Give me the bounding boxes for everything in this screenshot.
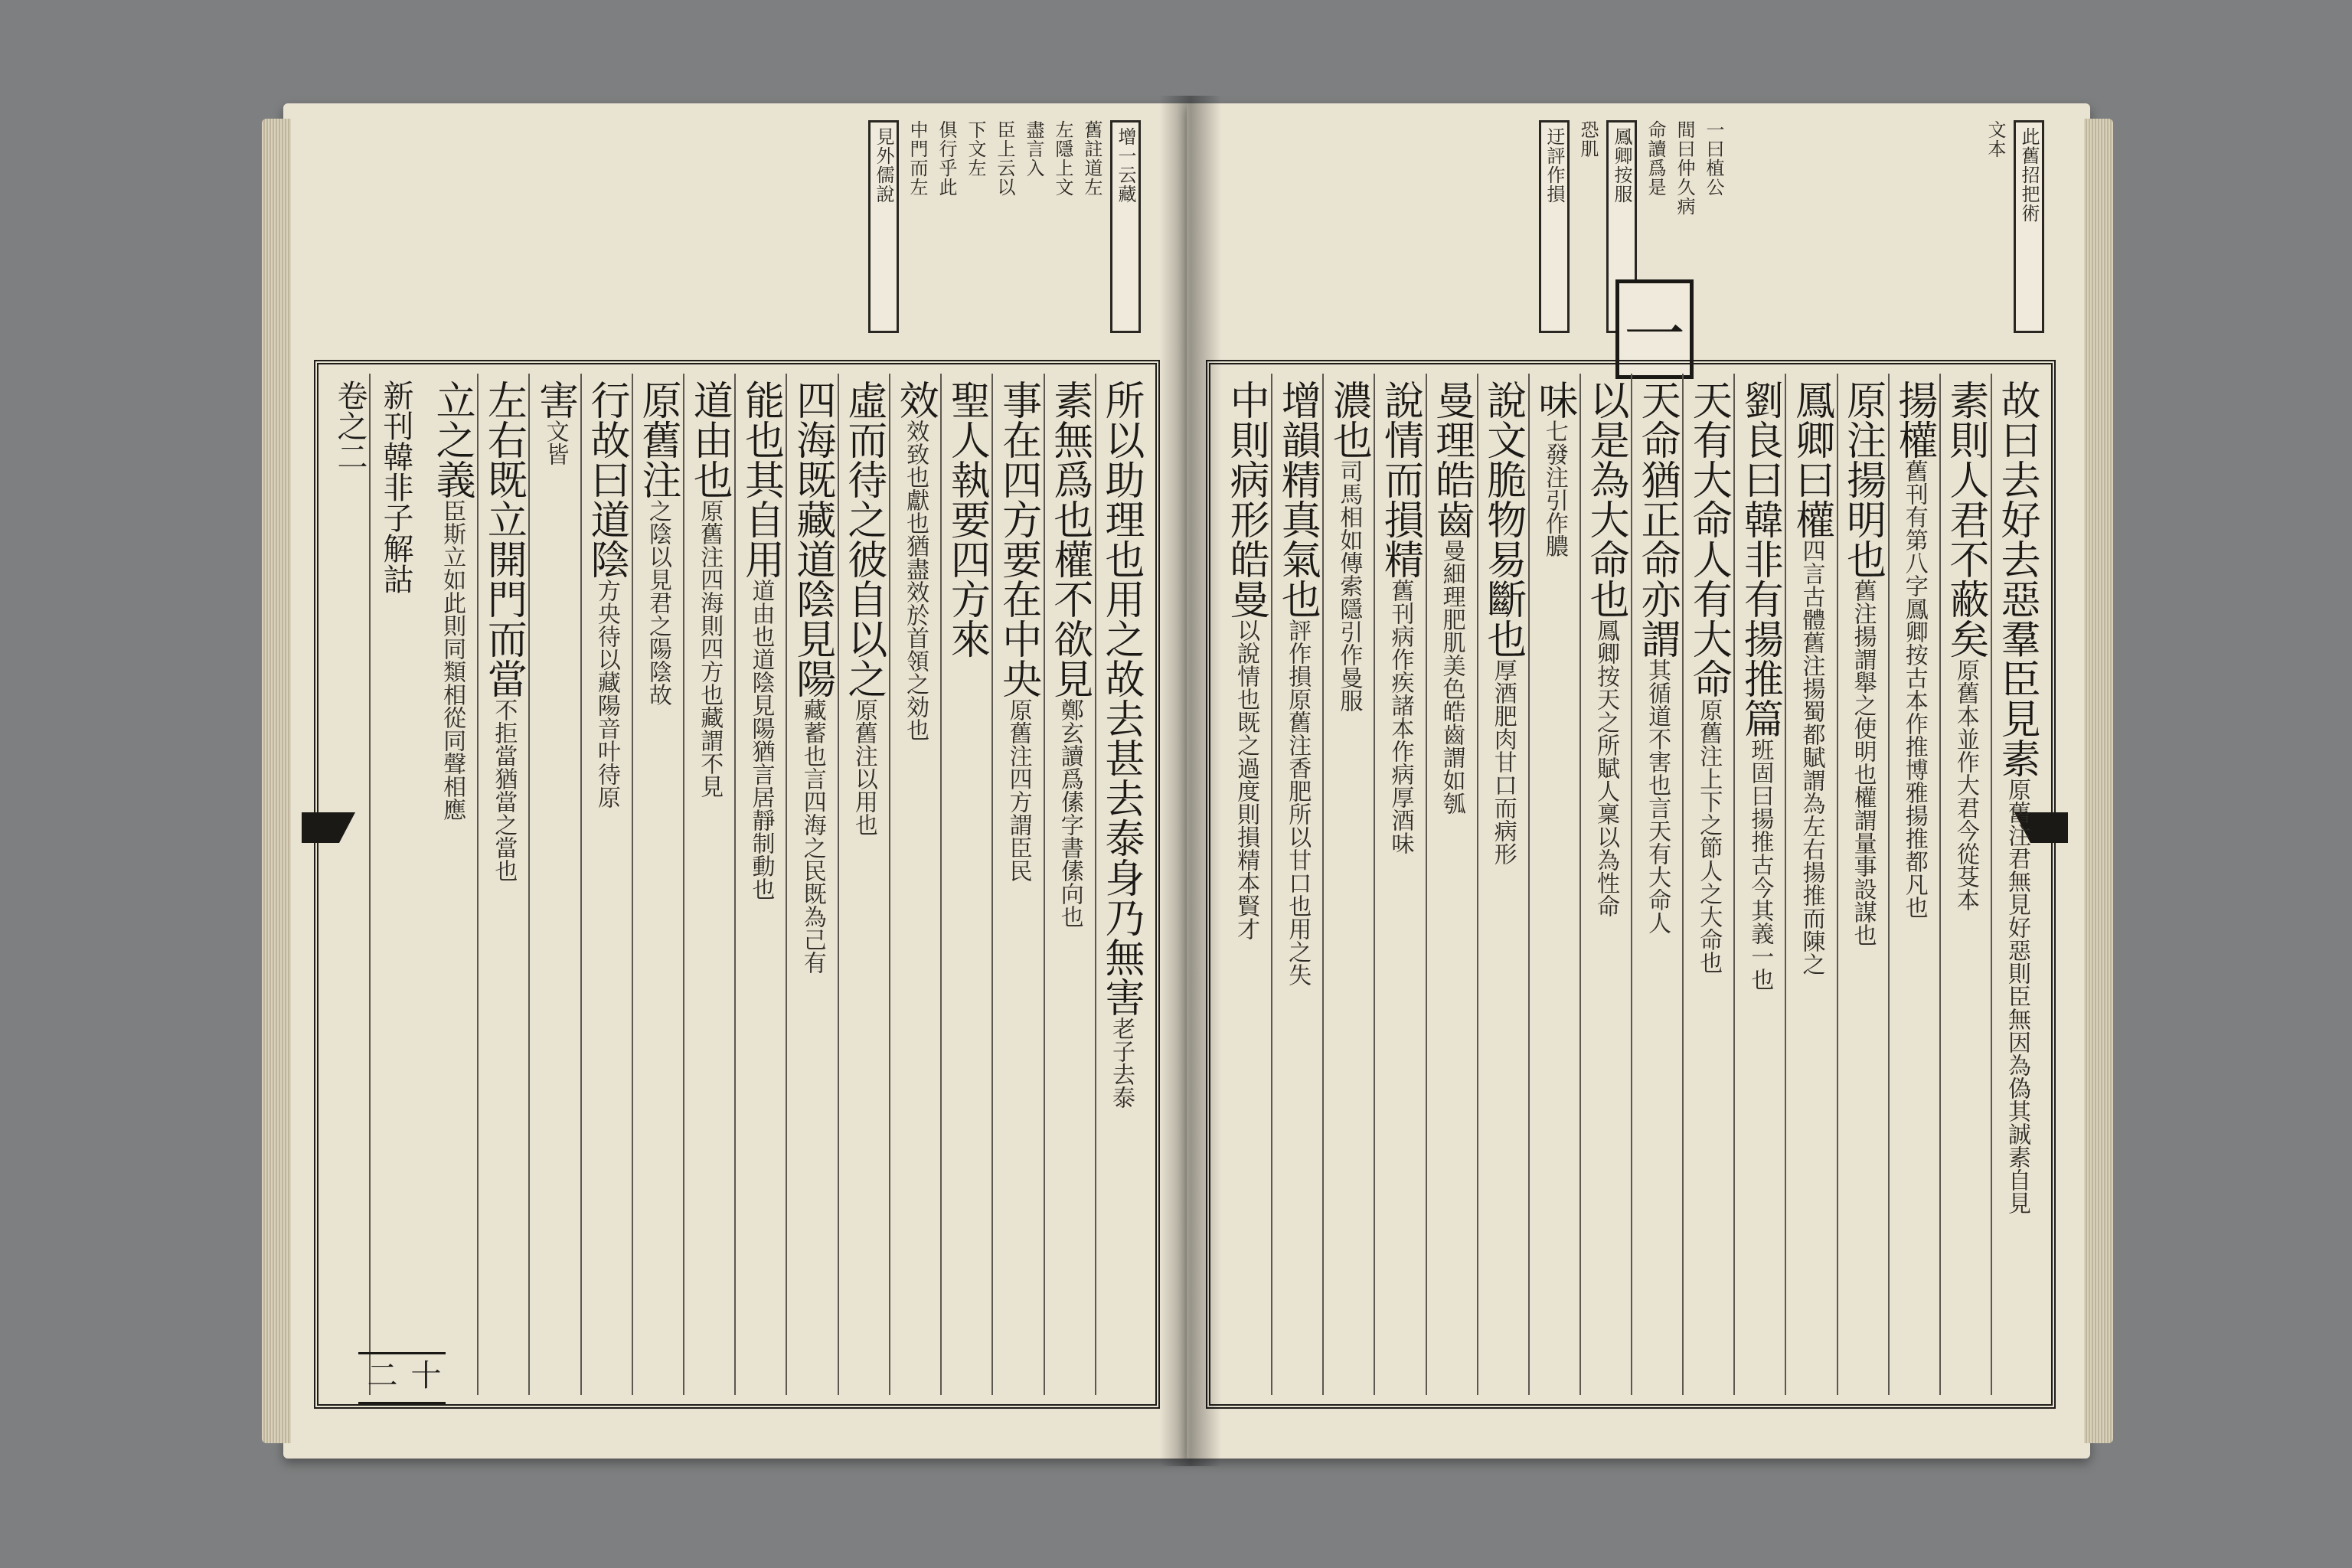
text-column: 濃也司馬相如傳索隱引作曼服	[1322, 374, 1374, 1395]
text-column: 曼理皓齒曼細理肥肌美色皓齒謂如瓠	[1426, 374, 1477, 1395]
headnote: 舊註道左	[1081, 120, 1102, 197]
page-edges	[2084, 119, 2113, 1443]
text-column: 說情而損精舊刊病作疾諸本作病厚酒味	[1374, 374, 1425, 1395]
text-frame	[1206, 360, 2056, 1409]
text-column: 事在四方要在中央原舊注四方謂臣民	[991, 374, 1043, 1395]
text-columns	[1220, 374, 2042, 1395]
text-column: 能也其自用道由也道陰見陽猶言居靜制動也	[734, 374, 786, 1395]
text-column: 劉良曰韓非有揚推篇班固曰揚推古今其義一也	[1733, 374, 1785, 1395]
text-column: 素無爲也權不欲見鄭玄讀爲傃字書傃向也	[1044, 374, 1095, 1395]
text-column: 立之義臣斯立如此則同類相從同聲相應	[429, 380, 475, 821]
headnote: 間曰仲久病	[1674, 120, 1695, 216]
text-column: 天命猶正命亦謂其循道不害也言天有大命人	[1631, 374, 1682, 1395]
headnote-spacer	[1732, 120, 1977, 319]
headnote: 中門而左	[906, 120, 928, 197]
text-column: 左右既立開門而當不拒當猶當之當也	[477, 374, 528, 1395]
headnote: 恐肌	[1577, 120, 1599, 158]
text-column: 味七發注引作膿	[1528, 374, 1579, 1395]
text-frame	[314, 360, 1160, 1409]
headnote: 左隱上文	[1052, 120, 1073, 197]
text-column: 原舊注之陰以見君之陽陰故	[632, 374, 683, 1395]
right-page	[1187, 103, 2090, 1459]
text-column: 行故曰道陰方央待以藏陽音叶待原	[580, 374, 632, 1395]
headnote: 盡言入	[1023, 120, 1044, 178]
text-column: 素則人君不蔽矣原舊本並作大君今從芟本	[1939, 374, 1991, 1395]
headnote: 下文左	[965, 120, 986, 178]
text-column: 原注揚明也舊注揚謂舉之使明也權謂量事設謀也	[1837, 374, 1888, 1395]
headnote: 見外儒說	[868, 120, 899, 333]
text-column: 虛而待之彼自以之原舊注以用也	[838, 374, 889, 1395]
text-column: 所以助理也用之故去甚去泰身乃無害老子去泰	[1095, 374, 1146, 1395]
text-column: 故曰去好去惡羣臣見素原舊注君無見好惡則臣無因為偽其誠素自見	[1991, 374, 2042, 1395]
text-column: 聖人執要四方來	[940, 374, 991, 1395]
headnote-area	[314, 120, 1141, 354]
text-column: 增韻精真氣也評作損原舊注香肥所以甘口也用之失	[1271, 374, 1322, 1395]
book-title: 新刊韓非子解詁	[369, 374, 415, 1395]
text-columns	[426, 374, 1146, 1395]
headnote: 命讀爲是	[1645, 120, 1666, 197]
text-column: 效效致也獻也猶盡效於首領之効也	[889, 374, 940, 1395]
text-column: 鳳卿曰權四言古體舊注揚蜀都賦謂為左右揚推而陳之	[1785, 374, 1836, 1395]
text-column: 害文皆	[528, 374, 580, 1395]
text-column: 天有大命人有大命原舊注上下之節人之大命也	[1682, 374, 1733, 1395]
text-column: 說文脆物易斷也厚酒肥肉甘口而病形	[1477, 374, 1528, 1395]
headnote: 鳳卿按服	[1606, 120, 1637, 333]
volume-label: 卷之二	[332, 380, 368, 472]
text-column: 四海既藏道陰見陽藏蓄也言四海之民既為己有	[786, 374, 837, 1395]
title-rail	[323, 374, 415, 1395]
book-spine	[1160, 96, 1221, 1466]
text-column: 中則病形皓曼以說情也既之過度則損精本賢才	[1223, 380, 1269, 940]
left-page	[283, 103, 1187, 1459]
page-number: 十二	[358, 1352, 446, 1404]
headnote: 迂評作損	[1539, 120, 1570, 333]
headnote: 此舊招把術	[2014, 120, 2044, 333]
text-column: 以是為大命也鳳卿按天之所賦人稟以為性命	[1579, 374, 1631, 1395]
page-edges	[262, 119, 291, 1443]
headnote: 增一云藏	[1110, 120, 1141, 333]
headnote: 文本	[1984, 120, 2006, 158]
open-book	[283, 96, 2090, 1466]
section-number: 一	[1615, 279, 1694, 379]
text-column: 道由也原舊注四海則四方也藏謂不見	[683, 374, 734, 1395]
text-column: 揚權舊刊有第八字鳳卿按古本作推博雅揚推都凡也	[1888, 374, 1939, 1395]
headnote: 臣上云以	[994, 120, 1015, 197]
headnote: 一曰植公	[1703, 120, 1724, 197]
headnote: 俱行乎此	[936, 120, 957, 197]
